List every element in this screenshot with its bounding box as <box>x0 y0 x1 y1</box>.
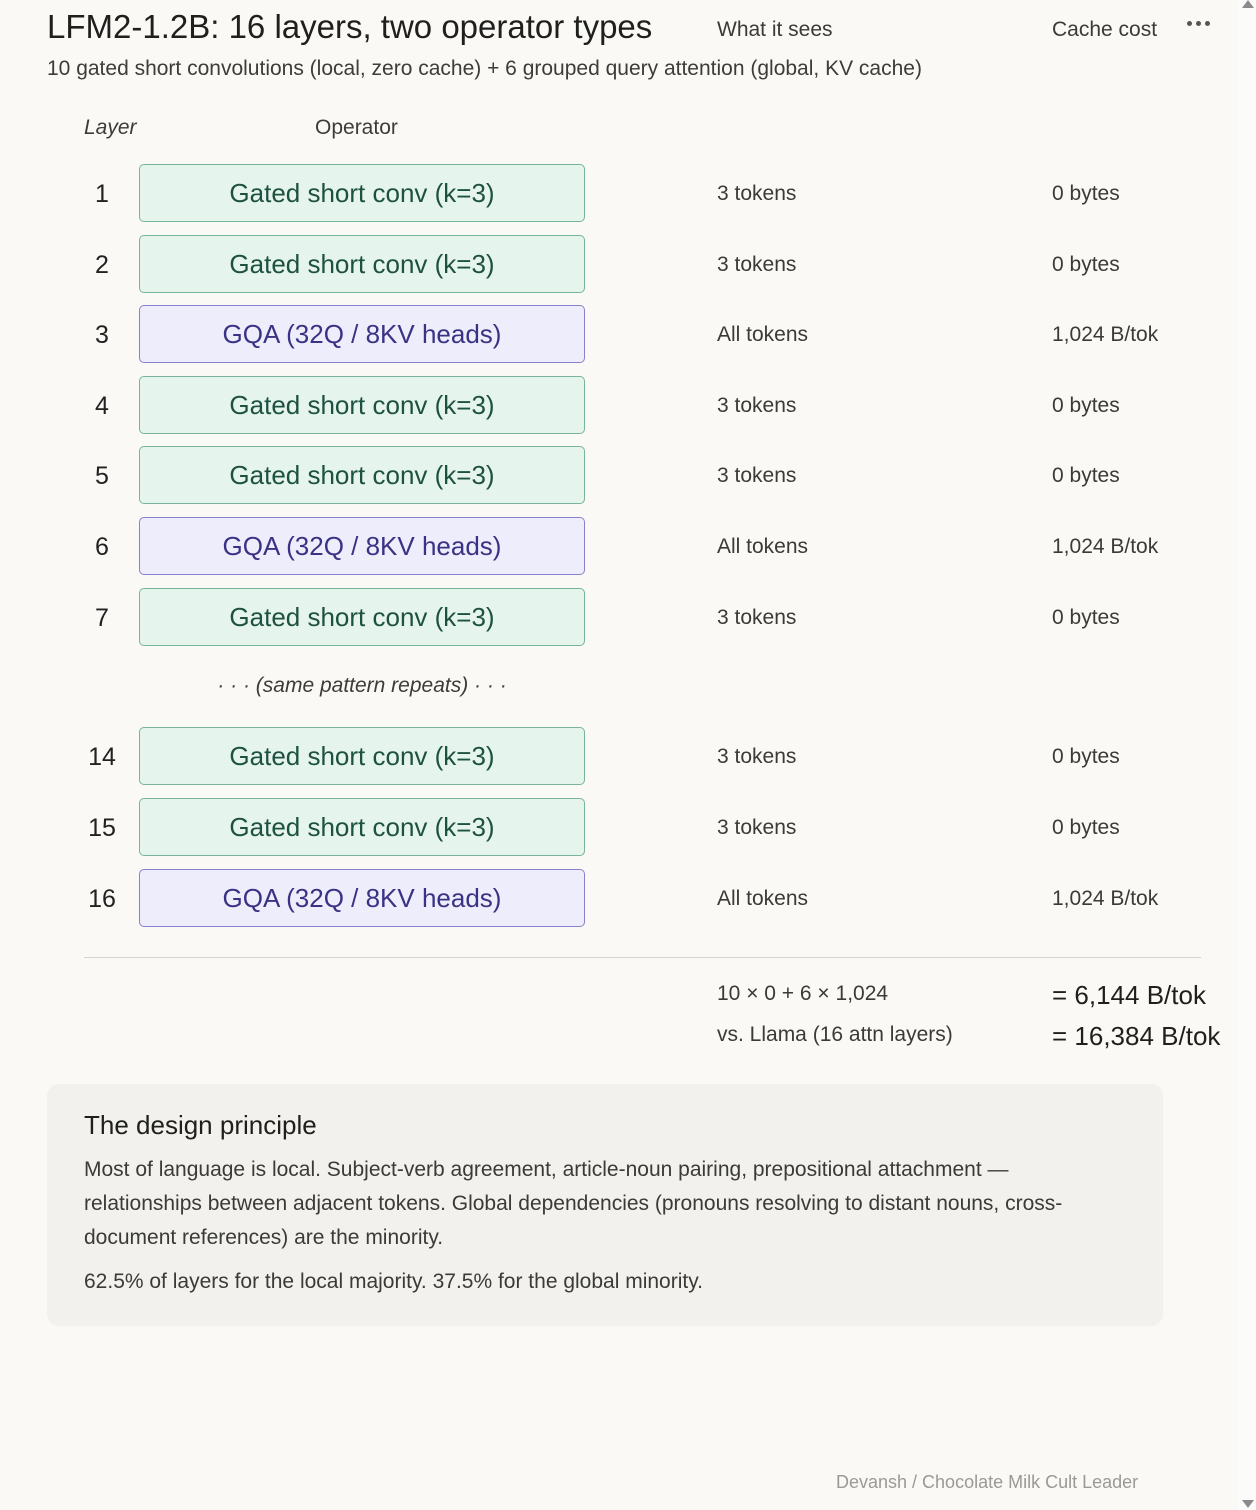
receptive-field: 3 tokens <box>717 745 797 768</box>
scrollbar[interactable] <box>1238 0 1256 1510</box>
total-value: = 6,144 B/tok <box>1052 980 1206 1010</box>
cache-cost: 0 bytes <box>1052 745 1120 768</box>
operator-block-gqa: GQA (32Q / 8KV heads) <box>139 517 585 575</box>
cache-cost: 0 bytes <box>1052 253 1120 276</box>
cache-cost: 0 bytes <box>1052 182 1120 205</box>
layer-row <box>0 376 1238 436</box>
cache-cost: 0 bytes <box>1052 464 1120 487</box>
cache-cost: 1,024 B/tok <box>1052 887 1159 910</box>
receptive-field: All tokens <box>717 887 809 910</box>
receptive-field: All tokens <box>717 323 809 346</box>
divider <box>84 957 1201 958</box>
layer-number: 4 <box>95 392 109 420</box>
design-principle-panel <box>47 1084 1163 1326</box>
cache-cost: 1,024 B/tok <box>1052 323 1159 346</box>
layer-row <box>0 727 1238 787</box>
receptive-field: 3 tokens <box>717 816 797 839</box>
layer-row <box>0 588 1238 648</box>
receptive-field: 3 tokens <box>717 253 797 276</box>
layer-number: 5 <box>95 462 109 490</box>
layer-number: 7 <box>95 604 109 632</box>
layer-number: 2 <box>95 251 109 279</box>
receptive-field: All tokens <box>717 535 809 558</box>
cache-cost: 0 bytes <box>1052 394 1120 417</box>
column-header-operator: Operator <box>315 116 398 139</box>
layer-number: 6 <box>95 533 109 561</box>
page-title: LFM2-1.2B: 16 layers, two operator types <box>47 8 653 45</box>
operator-block-conv: Gated short conv (k=3) <box>139 727 585 785</box>
cache-cost: 1,024 B/tok <box>1052 535 1159 558</box>
repeat-note: · · · (same pattern repeats) · · · <box>217 674 507 697</box>
layer-row <box>0 869 1238 929</box>
layer-row <box>0 235 1238 295</box>
scroll-down-icon[interactable] <box>1242 1500 1254 1508</box>
operator-block-conv: Gated short conv (k=3) <box>139 376 585 434</box>
layer-number: 16 <box>88 885 116 913</box>
layer-row <box>0 798 1238 858</box>
column-header-what-it-sees: What it sees <box>717 18 833 41</box>
page-subtitle: 10 gated short convolutions (local, zero cache) + 6 grouped query attention (global, KV cache) <box>47 57 922 80</box>
principle-body: Most of language is local. Subject-verb agreement, article-noun pairing, prepositional attachment — relationships between adjacent tokens. Global dependencies (pronouns resolving to distant nouns, cross-document references) are the minority. <box>84 1158 1063 1249</box>
receptive-field: 3 tokens <box>717 394 797 417</box>
receptive-field: 3 tokens <box>717 464 797 487</box>
layer-number: 1 <box>95 180 109 208</box>
layer-number: 15 <box>88 814 116 842</box>
comparison-label: vs. Llama (16 attn layers) <box>717 1023 953 1046</box>
layer-row <box>0 305 1238 365</box>
cache-cost: 0 bytes <box>1052 606 1120 629</box>
layer-row <box>0 517 1238 577</box>
more-options-icon[interactable] <box>1180 8 1216 38</box>
operator-block-conv: Gated short conv (k=3) <box>139 235 585 293</box>
operator-block-gqa: GQA (32Q / 8KV heads) <box>139 305 585 363</box>
cache-cost: 0 bytes <box>1052 816 1120 839</box>
column-header-layer: Layer <box>84 116 137 139</box>
operator-block-conv: Gated short conv (k=3) <box>139 446 585 504</box>
column-header-cache-cost: Cache cost <box>1052 18 1158 41</box>
scroll-up-icon[interactable] <box>1242 0 1254 8</box>
total-calculation: 10 × 0 + 6 × 1,024 <box>717 982 889 1005</box>
receptive-field: 3 tokens <box>717 606 797 629</box>
layer-number: 14 <box>88 743 116 771</box>
operator-block-conv: Gated short conv (k=3) <box>139 164 585 222</box>
operator-block-gqa: GQA (32Q / 8KV heads) <box>139 869 585 927</box>
operator-block-conv: Gated short conv (k=3) <box>139 798 585 856</box>
layer-row <box>0 164 1238 224</box>
receptive-field: 3 tokens <box>717 182 797 205</box>
credit-text: Devansh / Chocolate Milk Cult Leader <box>836 1472 1139 1492</box>
principle-summary: 62.5% of layers for the local majority. 37.5% for the global minority. <box>84 1270 704 1293</box>
layer-number: 3 <box>95 321 109 349</box>
comparison-value: = 16,384 B/tok <box>1052 1021 1221 1051</box>
principle-heading: The design principle <box>84 1110 317 1140</box>
layer-row <box>0 446 1238 506</box>
operator-block-conv: Gated short conv (k=3) <box>139 588 585 646</box>
